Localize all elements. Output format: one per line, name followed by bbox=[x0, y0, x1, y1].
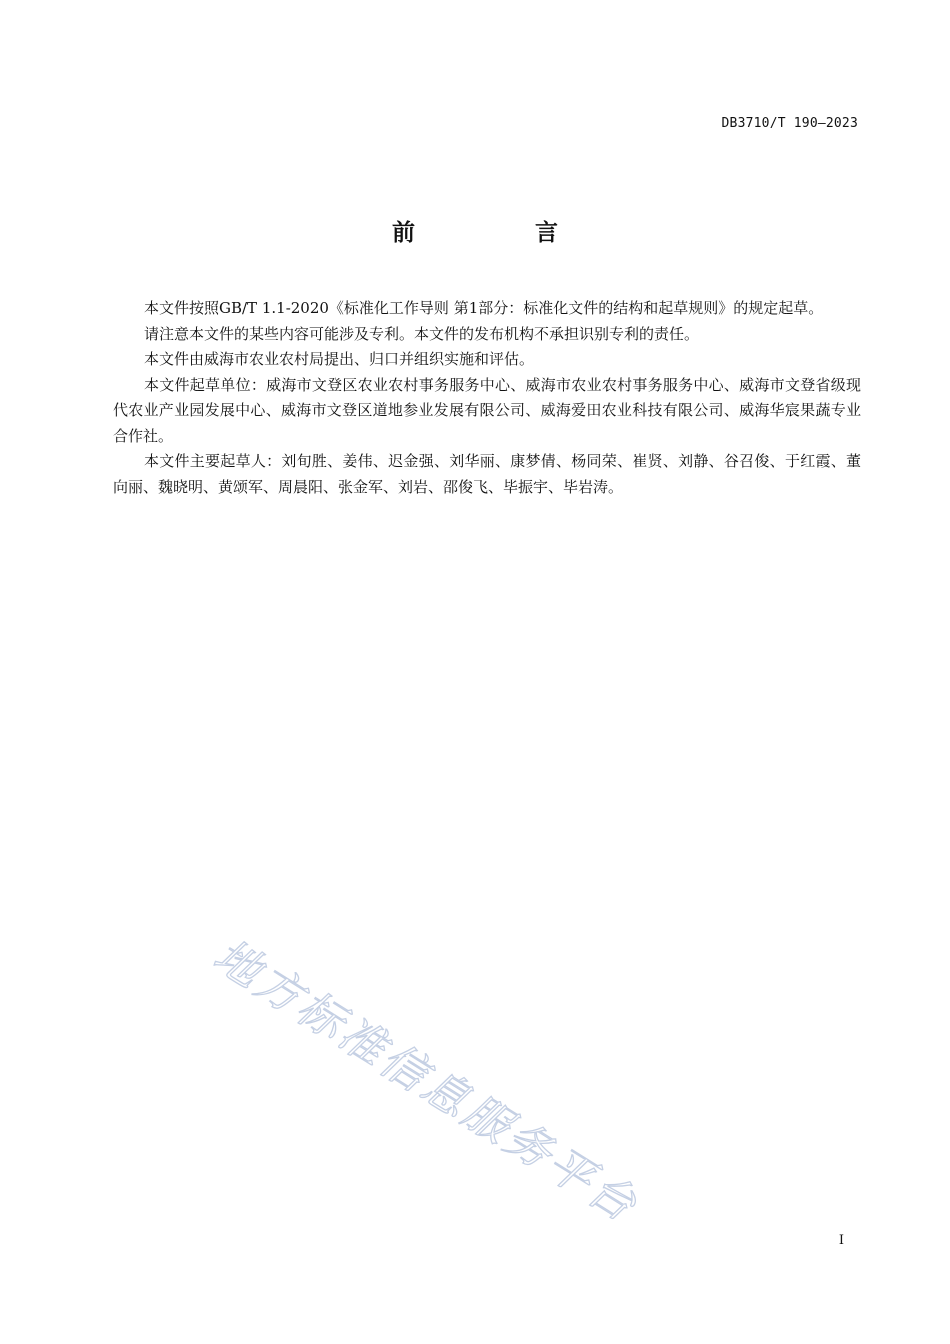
paragraph-patent-notice: 请注意本文件的某些内容可能涉及专利。本文件的发布机构不承担识别专利的责任。 bbox=[144, 324, 700, 343]
paragraph-main-drafters: 本文件主要起草人：刘旬胜、姜伟、迟金强、刘华丽、康梦倩、杨同荣、崔贤、刘静、谷召俊、于红霞、董向丽、魏晓明、黄颂军、周晨阳、张金军、刘岩、邵俊飞、毕振宇、毕岩涛。 bbox=[113, 452, 861, 496]
preface-body bbox=[113, 296, 861, 500]
standard-code: DB3710/T 190—2023 bbox=[721, 116, 858, 131]
preface-title: 前 言 bbox=[391, 220, 614, 246]
paragraph-drafting-basis: 本文件按照GB/T 1.1-2020《标准化工作导则 第1部分：标准化文件的结构和起草规则》的规定起草。 bbox=[144, 299, 824, 317]
paragraph-proposer: 本文件由威海市农业农村局提出、归口并组织实施和评估。 bbox=[144, 350, 535, 368]
paragraph-drafting-units: 本文件起草单位：威海市文登区农业农村事务服务中心、威海市农业农村事务服务中心、威海市文登省级现代农业产业园发展中心、威海市文登区道地参业发展有限公司、威海爱田农业科技有限公司、威海华宸果蔬专业合作社。 bbox=[113, 375, 861, 445]
page-number: I bbox=[838, 1233, 844, 1248]
watermark: 地方标准信息服务平台 bbox=[204, 928, 649, 1234]
